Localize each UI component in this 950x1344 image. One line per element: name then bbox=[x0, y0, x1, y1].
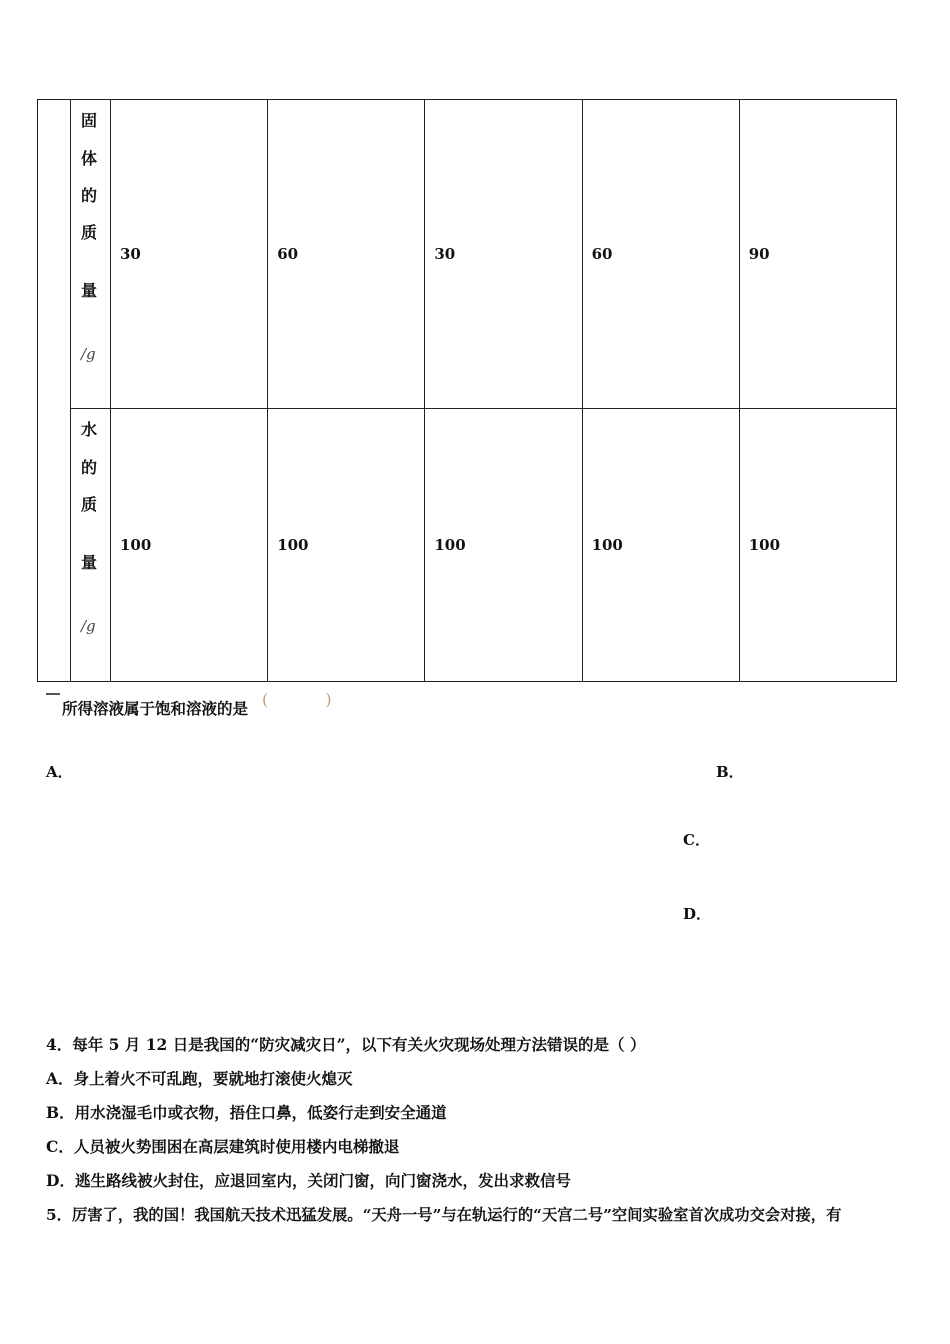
scan-mark bbox=[46, 693, 60, 701]
answer-paren: ( ) bbox=[262, 690, 358, 709]
header-char: 水 bbox=[81, 420, 98, 439]
q4-option-c: C．人员被火势围困在高层建筑时使用楼内电梯撤退 bbox=[46, 1137, 400, 1156]
q5-stem: 5．厉害了，我的国！我国航天技术迅猛发展。“天舟一号”与在轨运行的“天宫二号”空间实验室首次成功交会对接，有 bbox=[46, 1206, 842, 1224]
table-cell: 30 bbox=[111, 100, 268, 409]
solubility-data-table bbox=[37, 99, 897, 682]
table-cell: 100 bbox=[425, 409, 582, 682]
header-char: 的 bbox=[81, 458, 98, 477]
q4-stem: 4．每年 5 月 12 日是我国的“防灾减灾日”，以下有关火灾现场处理方法错误的是（ ） bbox=[46, 1035, 646, 1054]
water-unit: /g bbox=[81, 617, 96, 635]
q4-option-b: B．用水浇湿毛巾或衣物，捂住口鼻，低姿行走到安全通道 bbox=[46, 1103, 447, 1122]
q3-option-d: D． bbox=[683, 905, 712, 923]
header-char: 质 bbox=[81, 223, 98, 242]
table-cell: 100 bbox=[268, 409, 425, 682]
table-cell: 100 bbox=[739, 409, 896, 682]
q4-option-d: D．逃生路线被火封住，应退回室内，关闭门窗，向门窗浇水，发出求救信号 bbox=[46, 1171, 571, 1190]
q3-option-c: C． bbox=[683, 831, 710, 849]
q3-stem: 所得溶液属于饱和溶液的是 bbox=[62, 699, 249, 718]
table-cell: 60 bbox=[268, 100, 425, 409]
header-char: 量 bbox=[81, 553, 98, 572]
header-char: 固 bbox=[81, 111, 98, 130]
table-cell: 60 bbox=[582, 100, 739, 409]
table-cell: 30 bbox=[425, 100, 582, 409]
header-char: 量 bbox=[81, 281, 98, 300]
water-mass-header bbox=[71, 409, 111, 682]
solid-mass-header bbox=[71, 100, 111, 409]
table-cell: 90 bbox=[739, 100, 896, 409]
table-cell: 100 bbox=[582, 409, 739, 682]
solid-unit: /g bbox=[81, 345, 96, 363]
q4-option-a: A．身上着火不可乱跑，要就地打滚使火熄灭 bbox=[46, 1069, 353, 1088]
header-char: 的 bbox=[81, 186, 98, 205]
header-char: 质 bbox=[81, 495, 98, 514]
q3-option-b: B． bbox=[716, 763, 744, 781]
table-blank-column bbox=[38, 100, 71, 682]
header-char: 体 bbox=[81, 149, 98, 168]
q3-option-a: A． bbox=[46, 763, 73, 781]
table-cell: 100 bbox=[111, 409, 268, 682]
